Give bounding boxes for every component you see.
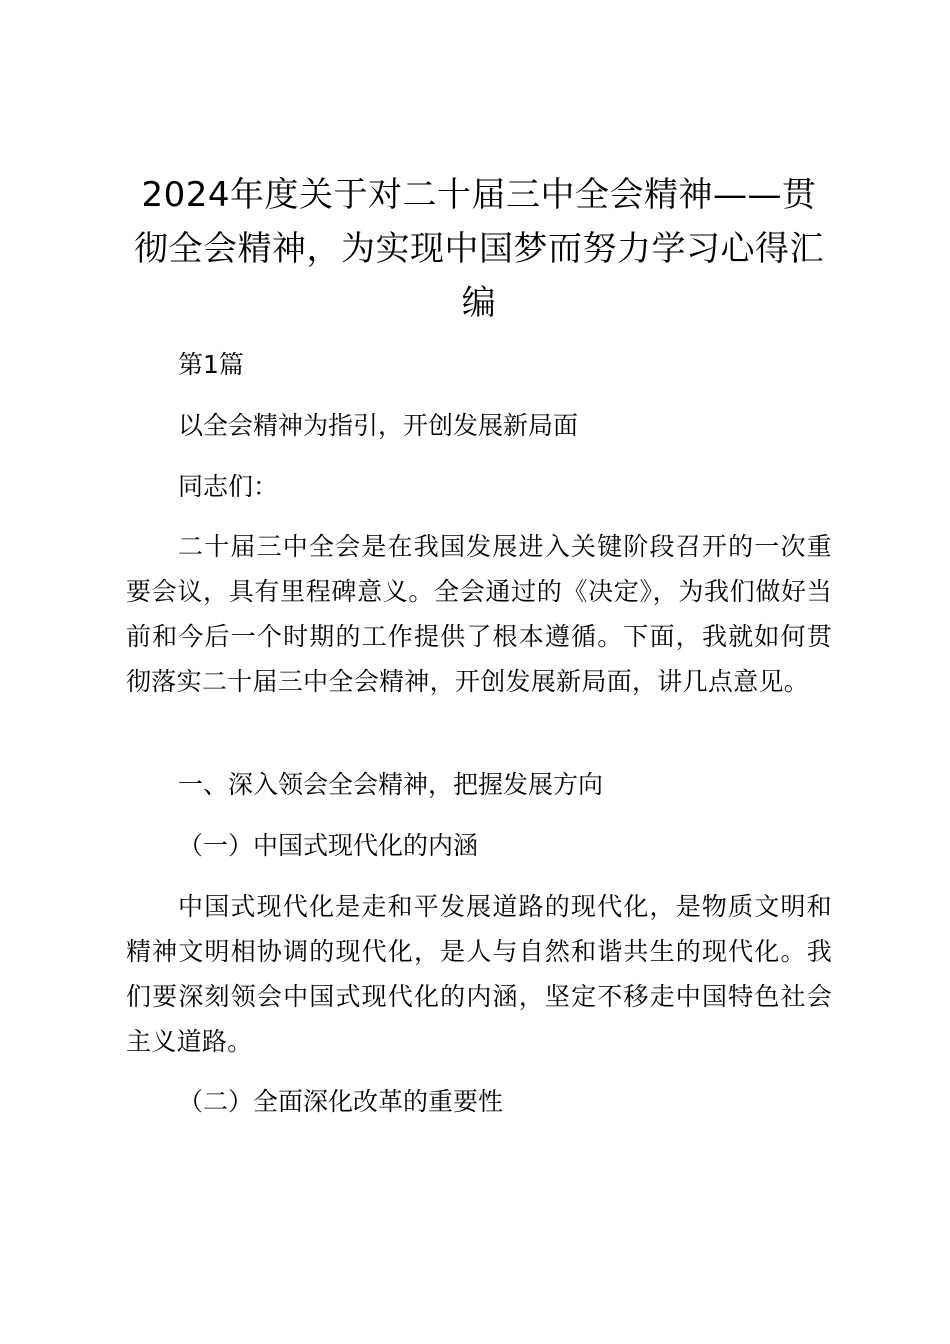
salutation: 同志们： [178, 472, 279, 501]
document-title: 2024年度关于对二十届三中全会精神——贯彻全会精神，为实现中国梦而努力学习心得汇编 [134, 175, 824, 323]
subheading-1: （一）中国式现代化的内涵 [178, 831, 479, 860]
subheading-2: （二）全面深化改革的重要性 [178, 1087, 504, 1116]
section-label: 第1篇 [178, 350, 244, 379]
section-heading-1: 一、深入领会全会精神，把握发展方向 [178, 770, 604, 799]
intro-paragraph: 二十届三中全会是在我国发展进入关键阶段召开的一次重要会议，具有里程碑意义。全会通过的《决定》，为我们做好当前和今后一个时期的工作提供了根本遵循。下面，我就如何贯彻落实二十届三中全会精神，开创发展新局面，讲几点意见。 [126, 532, 832, 696]
paragraph-1: 中国式现代化是走和平发展道路的现代化，是物质文明和精神文明相协调的现代化，是人与自然和谐共生的现代化。我们要深刻领会中国式现代化的内涵，坚定不移走中国特色社会主义道路。 [126, 892, 832, 1056]
speech-subtitle: 以全会精神为指引，开创发展新局面 [178, 411, 579, 440]
